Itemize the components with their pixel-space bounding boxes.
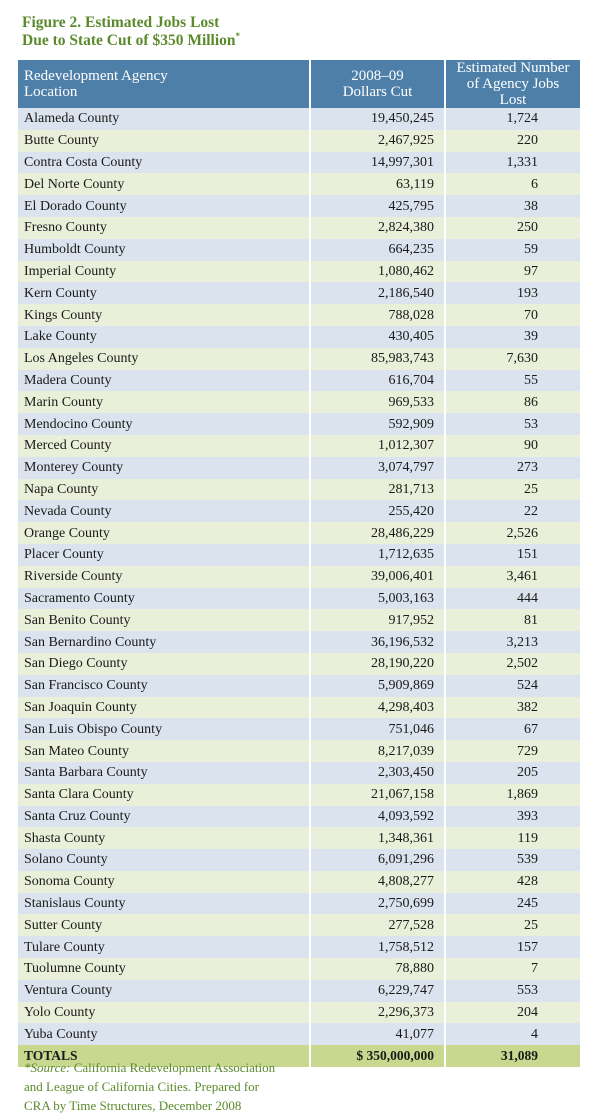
table-row [18, 304, 580, 326]
location-cell: Butte County [18, 130, 310, 152]
table-row [18, 893, 580, 915]
footnote-marker: * [235, 30, 241, 41]
source-line2: and League of California Cities. Prepared for [24, 1079, 259, 1094]
header-row [18, 60, 580, 108]
location-cell: Alameda County [18, 108, 310, 130]
jobs-lost-cell: 4 [445, 1023, 580, 1045]
header-dollars-line2: Dollars Cut [342, 84, 413, 100]
jobs-lost-cell: 1,869 [445, 784, 580, 806]
header-location-line2: Location [24, 84, 78, 100]
dollars-cut-cell: 39,006,401 [310, 566, 445, 588]
jobs-lost-cell: 53 [445, 413, 580, 435]
dollars-cut-cell: 277,528 [310, 914, 445, 936]
table-row [18, 348, 580, 370]
jobs-lost-cell: 67 [445, 718, 580, 740]
dollars-cut-cell: 2,467,925 [310, 130, 445, 152]
header-dollars-line1: 2008–09 [351, 68, 404, 84]
table-row [18, 457, 580, 479]
table-row [18, 871, 580, 893]
dollars-cut-cell: 430,405 [310, 326, 445, 348]
jobs-lost-cell: 3,461 [445, 566, 580, 588]
location-cell: San Benito County [18, 609, 310, 631]
dollars-cut-cell: 1,348,361 [310, 827, 445, 849]
jobs-lost-cell: 3,213 [445, 631, 580, 653]
dollars-cut-cell: 751,046 [310, 718, 445, 740]
figure-title-line2 [22, 32, 582, 50]
dollars-cut-cell: 3,074,797 [310, 457, 445, 479]
location-cell: Sonoma County [18, 871, 310, 893]
dollars-cut-cell: 21,067,158 [310, 784, 445, 806]
header-dollars-cut [310, 60, 445, 108]
jobs-lost-cell: 86 [445, 391, 580, 413]
table-row [18, 500, 580, 522]
jobs-lost-cell: 6 [445, 173, 580, 195]
source-line1 [24, 1058, 314, 1077]
jobs-lost-cell: 2,502 [445, 653, 580, 675]
table-row [18, 413, 580, 435]
location-cell: San Bernardino County [18, 631, 310, 653]
location-cell: San Luis Obispo County [18, 718, 310, 740]
table-row [18, 391, 580, 413]
jobs-lost-cell: 119 [445, 827, 580, 849]
table-row [18, 1002, 580, 1024]
dollars-cut-cell: 1,712,635 [310, 544, 445, 566]
dollars-cut-cell: 4,808,277 [310, 871, 445, 893]
jobs-lost-cell: 39 [445, 326, 580, 348]
table-row [18, 282, 580, 304]
jobs-lost-cell: 245 [445, 893, 580, 915]
dollars-cut-cell: 2,186,540 [310, 282, 445, 304]
dollars-cut-cell: 19,450,245 [310, 108, 445, 130]
dollars-cut-cell: 281,713 [310, 479, 445, 501]
location-cell: Sacramento County [18, 588, 310, 610]
dollars-cut-cell: 36,196,532 [310, 631, 445, 653]
dollars-cut-cell: 41,077 [310, 1023, 445, 1045]
location-cell: Yuba County [18, 1023, 310, 1045]
location-cell: Marin County [18, 391, 310, 413]
jobs-lost-cell: 1,724 [445, 108, 580, 130]
location-cell: Tulare County [18, 936, 310, 958]
location-cell: Santa Barbara County [18, 762, 310, 784]
jobs-lost-cell: 7,630 [445, 348, 580, 370]
totals-label: TOTALS [18, 1045, 310, 1067]
table-row [18, 827, 580, 849]
jobs-lost-cell: 444 [445, 588, 580, 610]
jobs-lost-cell: 428 [445, 871, 580, 893]
jobs-lost-cell: 38 [445, 195, 580, 217]
location-cell: San Francisco County [18, 675, 310, 697]
dollars-cut-cell: 4,093,592 [310, 806, 445, 828]
location-cell: Kern County [18, 282, 310, 304]
location-cell: Ventura County [18, 980, 310, 1002]
table-row [18, 762, 580, 784]
table-row [18, 152, 580, 174]
location-cell: Napa County [18, 479, 310, 501]
table-row [18, 1023, 580, 1045]
table-row [18, 370, 580, 392]
dollars-cut-cell: 788,028 [310, 304, 445, 326]
table-row [18, 588, 580, 610]
dollars-cut-cell: 1,080,462 [310, 261, 445, 283]
jobs-lost-cell: 22 [445, 500, 580, 522]
location-cell: Orange County [18, 522, 310, 544]
source-line3: CRA by Time Structures, December 2008 [24, 1098, 242, 1113]
dollars-cut-cell: 2,296,373 [310, 1002, 445, 1024]
location-cell: Mendocino County [18, 413, 310, 435]
location-cell: Merced County [18, 435, 310, 457]
source-line1-text: California Redevelopment Association [70, 1060, 276, 1075]
jobs-lost-cell: 25 [445, 914, 580, 936]
figure-title-line1: Figure 2. Estimated Jobs Lost [22, 14, 220, 31]
jobs-lost-cell: 81 [445, 609, 580, 631]
jobs-lost-cell: 553 [445, 980, 580, 1002]
source-lead: *Source: [24, 1060, 71, 1075]
dollars-cut-cell: 28,486,229 [310, 522, 445, 544]
location-cell: Tuolumne County [18, 958, 310, 980]
table-row [18, 784, 580, 806]
dollars-cut-cell: 425,795 [310, 195, 445, 217]
location-cell: Lake County [18, 326, 310, 348]
table-row [18, 566, 580, 588]
jobs-lost-cell: 70 [445, 304, 580, 326]
dollars-cut-cell: 5,909,869 [310, 675, 445, 697]
location-cell: San Mateo County [18, 740, 310, 762]
dollars-cut-cell: 14,997,301 [310, 152, 445, 174]
table-row [18, 479, 580, 501]
location-cell: Stanislaus County [18, 893, 310, 915]
jobs-lost-cell: 524 [445, 675, 580, 697]
table-row [18, 936, 580, 958]
jobs-lost-cell: 204 [445, 1002, 580, 1024]
table-row [18, 544, 580, 566]
jobs-lost-cell: 7 [445, 958, 580, 980]
dollars-cut-cell: 8,217,039 [310, 740, 445, 762]
table-row [18, 914, 580, 936]
header-jobs-line1: Estimated Number [456, 60, 570, 76]
table-row [18, 130, 580, 152]
jobs-lost-cell: 729 [445, 740, 580, 762]
location-cell: Placer County [18, 544, 310, 566]
table-row [18, 195, 580, 217]
jobs-lost-cell: 393 [445, 806, 580, 828]
jobs-lost-cell: 539 [445, 849, 580, 871]
source-note [24, 1058, 314, 1115]
jobs-lost-cell: 1,331 [445, 152, 580, 174]
table-row [18, 173, 580, 195]
jobs-lost-cell: 151 [445, 544, 580, 566]
table-row [18, 806, 580, 828]
table-row [18, 522, 580, 544]
jobs-lost-cell: 90 [445, 435, 580, 457]
dollars-cut-cell: 255,420 [310, 500, 445, 522]
jobs-lost-cell: 220 [445, 130, 580, 152]
jobs-lost-table [18, 60, 580, 1067]
location-cell: Santa Cruz County [18, 806, 310, 828]
totals-jobs: 31,089 [445, 1045, 580, 1067]
table-row [18, 631, 580, 653]
dollars-cut-cell: 917,952 [310, 609, 445, 631]
jobs-lost-cell: 59 [445, 239, 580, 261]
location-cell: Santa Clara County [18, 784, 310, 806]
location-cell: Imperial County [18, 261, 310, 283]
jobs-lost-cell: 157 [445, 936, 580, 958]
jobs-lost-cell: 250 [445, 217, 580, 239]
table-row [18, 326, 580, 348]
location-cell: Nevada County [18, 500, 310, 522]
table-row [18, 609, 580, 631]
jobs-lost-cell: 25 [445, 479, 580, 501]
jobs-lost-cell: 55 [445, 370, 580, 392]
location-cell: Humboldt County [18, 239, 310, 261]
table-body [18, 108, 580, 1045]
dollars-cut-cell: 1,758,512 [310, 936, 445, 958]
location-cell: Solano County [18, 849, 310, 871]
jobs-lost-cell: 193 [445, 282, 580, 304]
dollars-cut-cell: 6,091,296 [310, 849, 445, 871]
dollars-cut-cell: 78,880 [310, 958, 445, 980]
dollars-cut-cell: 2,750,699 [310, 893, 445, 915]
location-cell: Del Norte County [18, 173, 310, 195]
dollars-cut-cell: 85,983,743 [310, 348, 445, 370]
header-location-line1: Redevelopment Agency [24, 68, 168, 84]
dollars-cut-cell: 616,704 [310, 370, 445, 392]
location-cell: Shasta County [18, 827, 310, 849]
table-row [18, 958, 580, 980]
location-cell: Riverside County [18, 566, 310, 588]
table-row [18, 653, 580, 675]
jobs-lost-cell: 97 [445, 261, 580, 283]
dollars-cut-cell: 5,003,163 [310, 588, 445, 610]
location-cell: San Joaquin County [18, 697, 310, 719]
location-cell: Fresno County [18, 217, 310, 239]
jobs-lost-cell: 2,526 [445, 522, 580, 544]
dollars-cut-cell: 4,298,403 [310, 697, 445, 719]
table-row [18, 718, 580, 740]
header-jobs-line2: of Agency Jobs Lost [466, 76, 560, 108]
table-row [18, 435, 580, 457]
location-cell: El Dorado County [18, 195, 310, 217]
dollars-cut-cell: 2,303,450 [310, 762, 445, 784]
jobs-lost-cell: 382 [445, 697, 580, 719]
totals-dollars: $ 350,000,000 [310, 1045, 445, 1067]
table-row [18, 697, 580, 719]
location-cell: Los Angeles County [18, 348, 310, 370]
jobs-lost-cell: 205 [445, 762, 580, 784]
table-row [18, 675, 580, 697]
location-cell: Monterey County [18, 457, 310, 479]
dollars-cut-cell: 6,229,747 [310, 980, 445, 1002]
dollars-cut-cell: 664,235 [310, 239, 445, 261]
figure-title-line2-text: Due to State Cut of $350 Million [22, 32, 236, 49]
table-header [18, 60, 580, 108]
table-row [18, 980, 580, 1002]
dollars-cut-cell: 28,190,220 [310, 653, 445, 675]
location-cell: Madera County [18, 370, 310, 392]
figure-title [22, 14, 582, 50]
location-cell: Sutter County [18, 914, 310, 936]
dollars-cut-cell: 2,824,380 [310, 217, 445, 239]
location-cell: Kings County [18, 304, 310, 326]
table-row [18, 217, 580, 239]
location-cell: Yolo County [18, 1002, 310, 1024]
dollars-cut-cell: 969,533 [310, 391, 445, 413]
jobs-lost-cell: 273 [445, 457, 580, 479]
dollars-cut-cell: 63,119 [310, 173, 445, 195]
table-row [18, 740, 580, 762]
header-location [18, 60, 310, 108]
location-cell: San Diego County [18, 653, 310, 675]
dollars-cut-cell: 592,909 [310, 413, 445, 435]
table-row [18, 108, 580, 130]
dollars-cut-cell: 1,012,307 [310, 435, 445, 457]
table-row [18, 849, 580, 871]
table-row [18, 261, 580, 283]
header-jobs-lost [445, 60, 580, 108]
table-row [18, 239, 580, 261]
location-cell: Contra Costa County [18, 152, 310, 174]
